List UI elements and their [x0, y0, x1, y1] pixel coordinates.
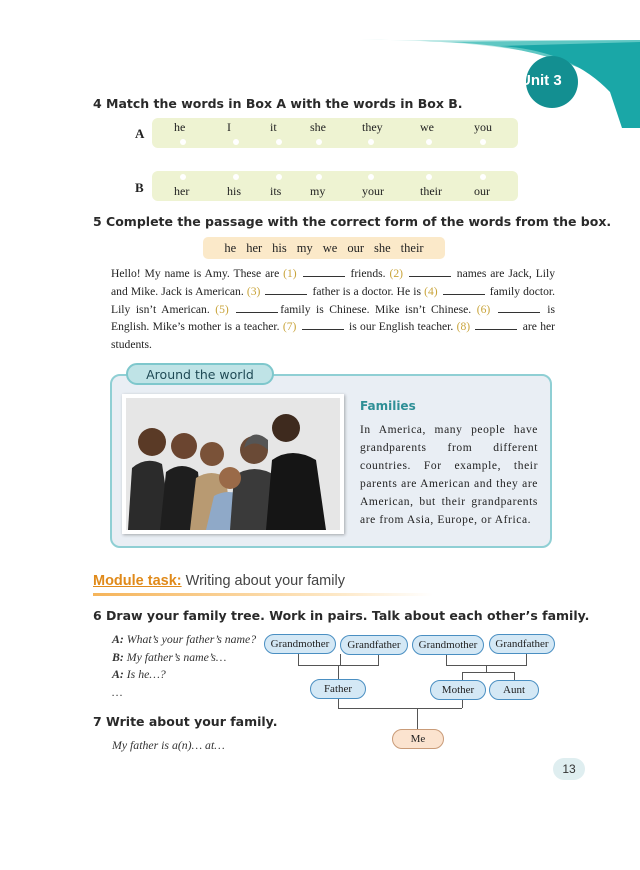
- box-b-word: my: [310, 184, 326, 198]
- around-the-world-tab: Around the world: [126, 363, 274, 385]
- box-a-match-dot[interactable]: [233, 139, 239, 145]
- blank-number: (1): [283, 267, 301, 280]
- box-b-word: its: [270, 184, 282, 198]
- box-b-word: her: [174, 184, 190, 198]
- ex7-prompt: My father is a(n)… at…: [112, 738, 225, 752]
- dialog-line: A: Is he…?: [112, 667, 166, 681]
- box-b-word: your: [362, 184, 384, 198]
- blank-number: (4): [424, 284, 441, 298]
- module-task-title: [93, 573, 345, 589]
- box-a-match-dot[interactable]: [368, 139, 374, 145]
- box-a-label: A: [135, 126, 145, 141]
- ex5-title: 5 Complete the passage with the correct form of the words from the box.: [93, 214, 612, 229]
- box-b-word: his: [227, 184, 242, 198]
- answer-blank[interactable]: [302, 320, 344, 330]
- box-b: [152, 171, 518, 201]
- families-text: In America, many people have grandparents from different countries. For example, their parents are American and they are American, but their grandparents are from Asia, Europe, or Africa.: [360, 424, 538, 526]
- word-box-item: she: [374, 240, 391, 255]
- box-a-word: we: [420, 120, 434, 134]
- node-me: Me: [392, 729, 444, 749]
- dialog-speaker: A:: [112, 667, 124, 681]
- word-box-item: we: [322, 240, 338, 255]
- word-box-item: his: [272, 240, 287, 255]
- box-a: [152, 118, 518, 148]
- box-b-word: our: [474, 184, 490, 198]
- word-box-item: their: [400, 240, 424, 255]
- word-box: [203, 237, 445, 259]
- module-divider: [93, 593, 433, 596]
- box-a-word: she: [310, 120, 326, 134]
- page-number: 13: [553, 758, 585, 780]
- dialog-line: B: My father’s name’s…: [112, 649, 227, 664]
- family-photo: [122, 394, 344, 534]
- node-grandfather-maternal: Grandfather: [489, 634, 555, 654]
- box-a-word: I: [227, 120, 231, 134]
- box-a-match-dot[interactable]: [276, 139, 282, 145]
- box-a-word: it: [270, 120, 277, 134]
- ex7-title: 7 Write about your family.: [93, 714, 278, 729]
- blank-number: (8): [456, 320, 474, 334]
- families-heading: Families: [360, 399, 416, 413]
- box-a-word: they: [362, 120, 383, 134]
- box-b-match-dot[interactable]: [480, 174, 486, 180]
- word-box-item: our: [347, 240, 364, 255]
- box-a-match-dot[interactable]: [316, 139, 322, 145]
- node-aunt: Aunt: [489, 680, 539, 700]
- ex4-title: 4 Match the words in Box A with the words in Box B.: [93, 96, 463, 111]
- answer-blank[interactable]: [498, 303, 540, 313]
- unit-label: Unit 3: [520, 72, 562, 89]
- answer-blank[interactable]: [236, 303, 278, 313]
- word-box-item: her: [246, 240, 263, 255]
- answer-blank[interactable]: [475, 320, 517, 330]
- node-grandmother-maternal: Grandmother: [412, 635, 484, 655]
- node-grandmother-paternal: Grandmother: [264, 634, 336, 654]
- blank-number: (3): [246, 284, 264, 298]
- blank-number: (2): [389, 267, 407, 280]
- module-task-heading: Writing about your family: [181, 573, 345, 589]
- box-b-match-dot[interactable]: [180, 174, 186, 180]
- dialog-line: A: What’s your father’s name?: [112, 632, 257, 646]
- word-box-item: he: [224, 240, 237, 255]
- family-photo-image: [126, 398, 340, 530]
- box-b-word: their: [420, 184, 442, 198]
- box-b-label: B: [135, 180, 144, 195]
- box-b-match-dot[interactable]: [233, 174, 239, 180]
- box-a-match-dot[interactable]: [480, 139, 486, 145]
- box-b-match-dot[interactable]: [426, 174, 432, 180]
- box-a-match-dot[interactable]: [426, 139, 432, 145]
- blank-number: (6): [476, 302, 496, 316]
- box-b-match-dot[interactable]: [276, 174, 282, 180]
- dialog: [112, 631, 256, 701]
- passage: Hello! My name is Amy. These are (1) friends. (2) names are Jack, Lily and Mike. Jack is American. (3) father is a doctor. He is (4) family doctor. Lily isn’t American. (5) family is Chinese. Mike isn’t Chinese. (6) is English. Mike’s mother is a teacher. (7) is our English teacher. (8) are her students.: [111, 267, 556, 352]
- box-b-match-dot[interactable]: [368, 174, 374, 180]
- answer-blank[interactable]: [303, 267, 345, 277]
- blank-number: (5): [215, 302, 235, 316]
- node-grandfather-paternal: Grandfather: [340, 635, 408, 655]
- answer-blank[interactable]: [265, 285, 307, 295]
- box-b-match-dot[interactable]: [316, 174, 322, 180]
- answer-blank[interactable]: [443, 285, 485, 295]
- box-a-match-dot[interactable]: [180, 139, 186, 145]
- answer-blank[interactable]: [409, 267, 451, 277]
- box-a-word: he: [174, 120, 186, 134]
- dialog-speaker: A:: [112, 632, 124, 646]
- dialog-line: …: [112, 684, 123, 699]
- module-task-label: Module task:: [93, 573, 182, 589]
- node-father: Father: [310, 679, 366, 699]
- box-a-word: you: [474, 120, 492, 134]
- ex6-title: 6 Draw your family tree. Work in pairs. Talk about each other’s family.: [93, 608, 590, 623]
- node-mother: Mother: [430, 680, 486, 700]
- word-box-item: my: [296, 240, 313, 255]
- blank-number: (7): [282, 320, 300, 334]
- dialog-speaker: B:: [112, 649, 124, 664]
